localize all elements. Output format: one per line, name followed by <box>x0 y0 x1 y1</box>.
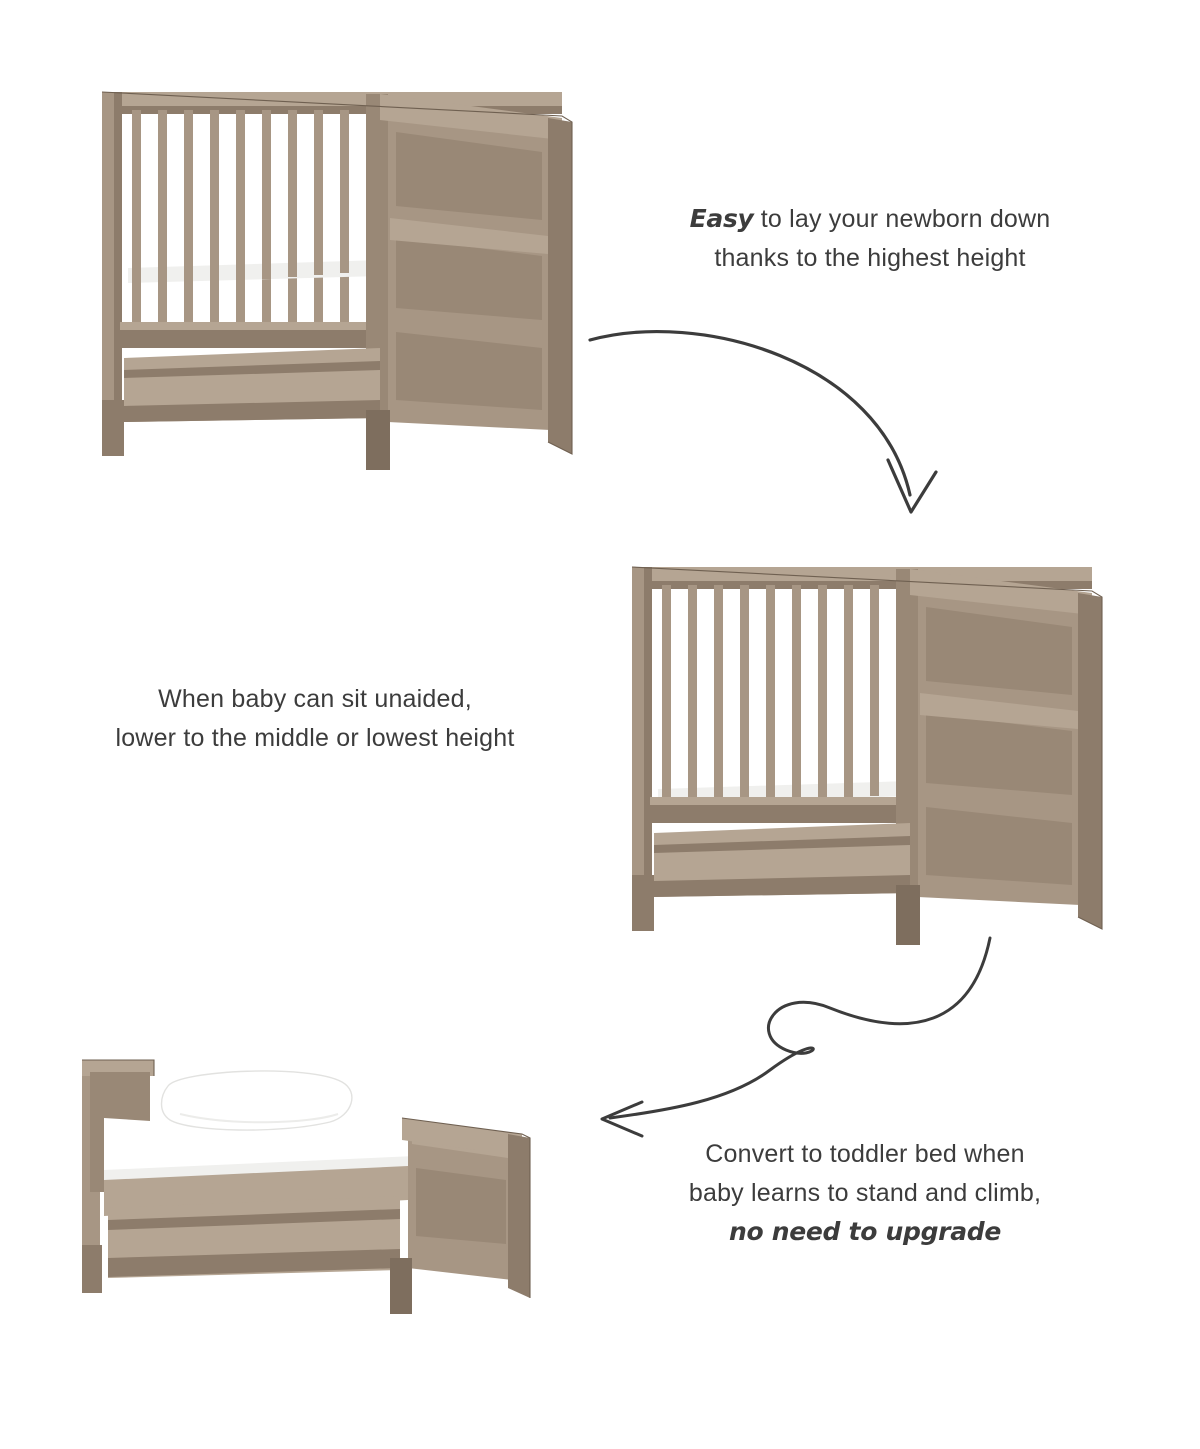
caption-text-line1: to lay your newborn down <box>753 205 1051 233</box>
caption-two-line1: When baby can sit unaided, <box>158 685 472 713</box>
arrow-to-toddler-bed <box>580 930 1010 1160</box>
caption-lower-height <box>60 680 570 758</box>
caption-highest-height <box>630 200 1110 278</box>
caption-toddler-bed <box>640 1135 1090 1251</box>
caption-two-line2: lower to the middle or lowest height <box>115 723 515 752</box>
caption-text-line2: thanks to the highest height <box>714 243 1026 272</box>
caption-three-line1: Convert to toddler bed when <box>705 1140 1025 1168</box>
caption-script-no-need-to-upgrade: no need to upgrade <box>728 1216 1002 1246</box>
cot-bed-lower-base-position <box>610 545 1130 945</box>
arrow-to-lowered-cot <box>580 320 960 550</box>
toddler-bed-conversion <box>60 1030 580 1330</box>
caption-three-line2: baby learns to stand and climb, <box>688 1178 1042 1207</box>
caption-script-easy: Easy <box>689 204 754 233</box>
cot-bed-highest-base-position <box>80 70 600 470</box>
